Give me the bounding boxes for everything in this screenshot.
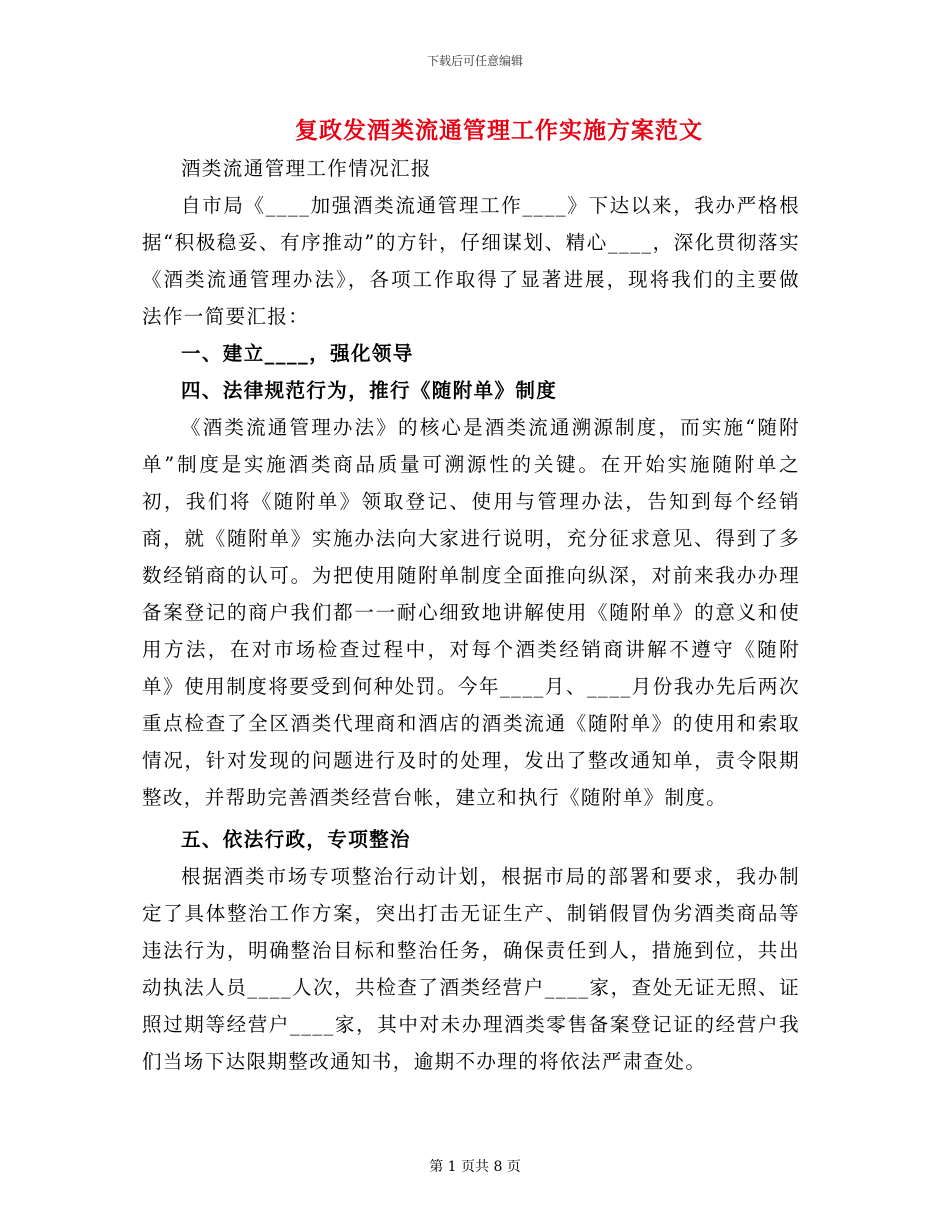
- section-5-paragraph: 根据酒类市场专项整治行动计划，根据市局的部署和要求，我办制定了具体整治工作方案，突出打击无证生产、制销假冒伪劣酒类商品等违法行为，明确整治目标和整治任务，确保责任到人，措施到位，共出动执法人员____人次，共检查了酒类经营户____家，查处无证无照、证照过期等经营户____家，其中对未办理酒类零售备案登记证的经营户我们当场下达限期整改通知书，逾期不办理的将依法严肃查处。: [142, 865, 800, 1073]
- header-note: 下载后可任意编辑: [426, 54, 523, 68]
- document-subtitle: 酒类流通管理工作情况汇报: [181, 157, 432, 180]
- document-title: 复政发酒类流通管理工作实施方案范文: [295, 117, 703, 144]
- section-heading-5: 五、依法行政，专项整治: [181, 828, 411, 851]
- section-4-paragraph: 《酒类流通管理办法》的核心是酒类流通溯源制度，而实施“随附单”制度是实施酒类商品质量可溯源性的关键。在开始实施随附单之初，我们将《随附单》领取登记、使用与管理办法，告知到每个经销商，就《随附单》实施办法向大家进行说明，充分征求意见、得到了多数经销商的认可。为把使用随附单制度全面推向纵深，对前来我办办理备案登记的商户我们都一一耐心细致地讲解使用《随附单》的意义和使用方法，在对市场检查过程中，对每个酒类经销商讲解不遵守《随附单》使用制度将要受到何种处罚。今年____月、____月份我办先后两次重点检查了全区酒类代理商和酒店的酒类流通《随附单》的使用和索取情况，针对发现的问题进行及时的处理，发出了整改通知单，责令限期整改，并帮助完善酒类经营台帐，建立和执行《随附单》制度。: [142, 416, 800, 809]
- section-heading-4: 四、法律规范行为，推行《随附单》制度: [181, 379, 558, 402]
- section-heading-1: 一、建立____，强化领导: [181, 342, 414, 365]
- document-body: [142, 150, 800, 1080]
- intro-paragraph: 自市局《____加强酒类流通管理工作____》下达以来，我办严格根据“积极稳妥、有序推动”的方针，仔细谋划、精心____，深化贯彻落实《酒类流通管理办法》，各项工作取得了显著进展，现将我们的主要做法作一简要汇报：: [142, 194, 800, 328]
- page-number: 第 1 页共 8 页: [429, 1159, 521, 1175]
